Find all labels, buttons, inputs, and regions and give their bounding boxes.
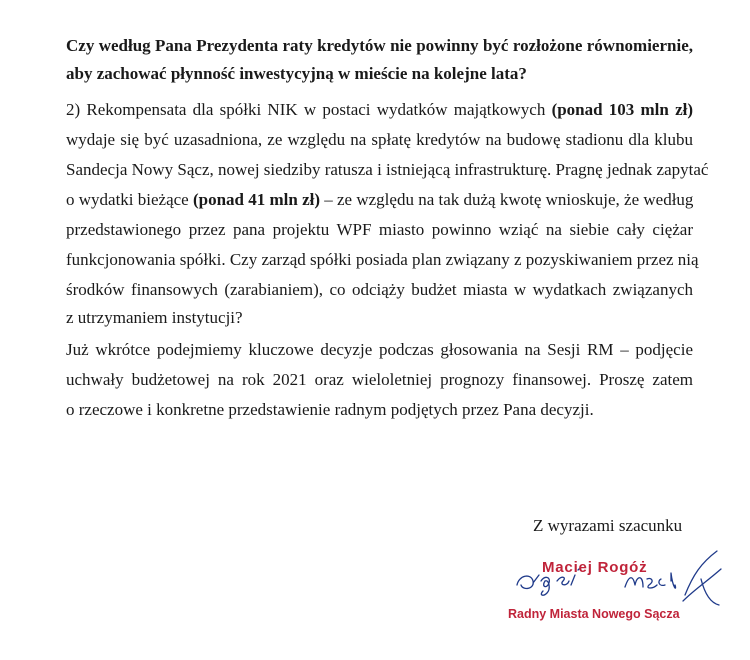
paragraph-2-line-5: przedstawionego przez pana projektu WPF miasto powinno wziąć na siebie cały ciężar <box>66 220 693 239</box>
heading-line-1: Czy według Pana Prezydenta raty kredytów nie powinny być rozłożone równomiernie, <box>66 36 693 55</box>
amount-majatkowe: (ponad 103 mln zł) <box>551 100 694 119</box>
paragraph-2-line-8: z utrzymaniem instytucji? <box>66 308 243 327</box>
paragraph-2-line-4: o wydatki bieżące (ponad 41 mln zł) – ze względu na tak dużą kwotę wnioskuje, że według <box>66 190 694 209</box>
paragraph-2-line-2: wydaje się być uzasadniona, ze względu na spłatę kredytów na budowę stadionu dla klubu <box>66 130 693 149</box>
paragraph-2-line-6: funkcjonowania spółki. Czy zarząd spółki posiada plan związany z pozyskiwaniem przez nią <box>66 250 699 269</box>
heading-line-2: aby zachować płynność inwestycyjną w mieście na kolejne lata? <box>66 64 527 83</box>
amount-biezace: (ponad 41 mln zł) <box>192 190 321 209</box>
paragraph-3-line-1: Już wkrótce podejmiemy kluczowe decyzje podczas głosowania na Sesji RM – podjęcie <box>66 340 693 359</box>
paragraph-2-line-3: Sandecja Nowy Sącz, nowej siedziby ratusza i istniejącą infrastrukturę. Pragnę jednak zapytać <box>66 160 709 179</box>
closing-salutation: Z wyrazami szacunku <box>533 516 683 535</box>
paragraph-2-line-1: 2) Rekompensata dla spółki NIK w postaci wydatków majątkowych (ponad 103 mln zł) <box>66 100 694 119</box>
signatory-title: Radny Miasta Nowego Sącza <box>508 607 680 621</box>
signatory-name: Maciej Rogóż <box>542 559 648 576</box>
paragraph-2-line-7: środków finansowych (zarabianiem), co odciąży budżet miasta w wydatkach związanych <box>66 280 693 299</box>
paragraph-3-line-2: uchwały budżetowej na rok 2021 oraz wieloletniej prognozy finansowej. Proszę zatem <box>66 370 693 389</box>
paragraph-3-line-3: o rzeczowe i konkretne przedstawienie radnym podjętych przez Pana decyzji. <box>66 400 594 419</box>
